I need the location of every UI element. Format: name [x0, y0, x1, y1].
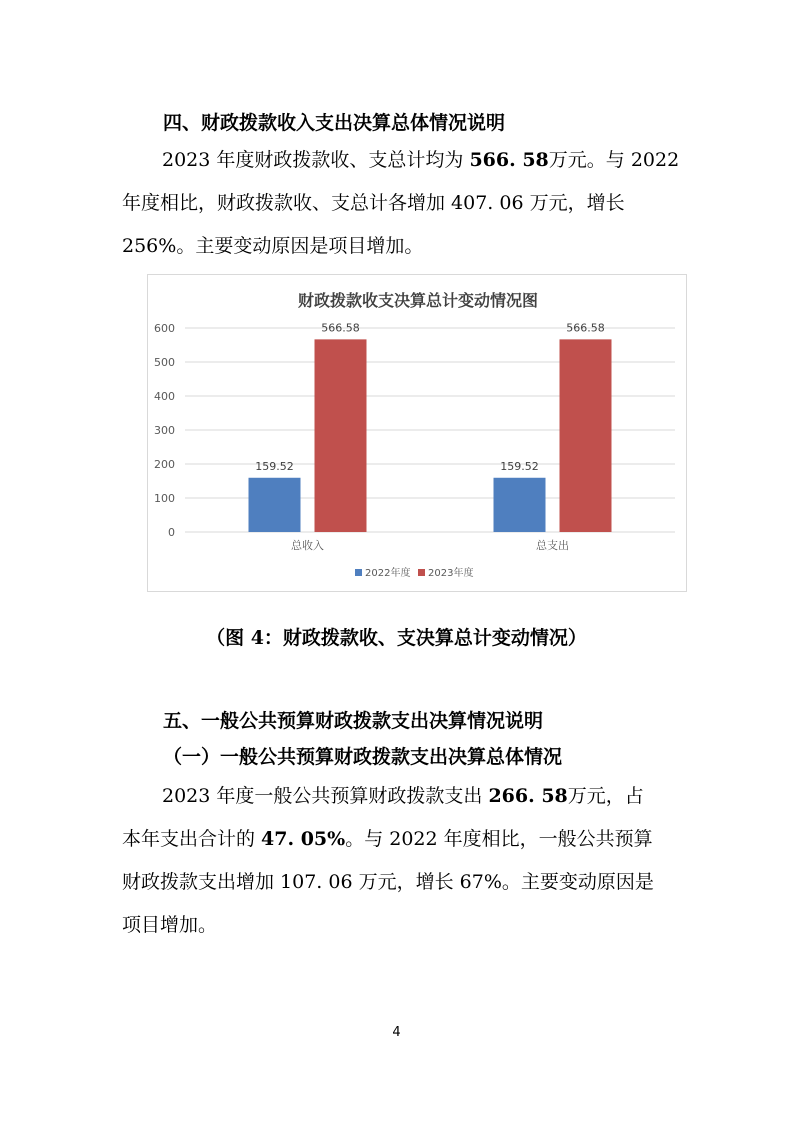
- bar-chart: [147, 274, 687, 592]
- y-tick-label: 400: [154, 390, 175, 403]
- paragraph-line: 2023 年度财政拨款收、支总计均为 566. 58万元。与 2022: [162, 149, 680, 171]
- paragraph-line: 2023 年度一般公共预算财政拨款支出 266. 58万元，占: [162, 785, 644, 807]
- paragraph-line: 256%。主要变动原因是项目增加。: [122, 235, 424, 257]
- section-4-heading: 四、财政拨款收入支出决算总体情况说明: [163, 112, 506, 134]
- y-tick-label: 600: [154, 322, 175, 335]
- x-category-label: 总支出: [536, 539, 569, 552]
- paragraph-line: 财政拨款支出增加 107. 06 万元，增长 67%。主要变动原因是: [122, 871, 654, 893]
- legend-swatch: [418, 569, 425, 576]
- paragraph-line: 项目增加。: [122, 914, 218, 936]
- x-category-label: 总收入: [291, 539, 324, 552]
- y-tick-label: 0: [168, 526, 175, 539]
- data-label: 566.58: [321, 321, 360, 335]
- highlight-amount: 266. 58: [488, 785, 568, 807]
- bar-2023: [560, 339, 612, 532]
- chart-svg: [148, 275, 688, 593]
- bar-2022: [494, 478, 546, 532]
- bar-2023: [315, 339, 367, 532]
- section-5-heading: 五、一般公共预算财政拨款支出决算情况说明: [163, 710, 544, 732]
- y-tick-label: 300: [154, 424, 175, 437]
- paragraph-line: 年度相比，财政拨款收、支总计各增加 407. 06 万元，增长: [122, 192, 625, 214]
- data-label: 566.58: [566, 321, 605, 335]
- y-tick-label: 200: [154, 458, 175, 471]
- paragraph-line: 本年支出合计的 47. 05%。与 2022 年度相比，一般公共预算: [122, 828, 653, 850]
- y-tick-label: 500: [154, 356, 175, 369]
- y-tick-label: 100: [154, 492, 175, 505]
- bar-2022: [249, 478, 301, 532]
- legend-swatch: [355, 569, 362, 576]
- figure-caption: （图 4：财政拨款收、支决算总计变动情况）: [206, 627, 587, 649]
- legend-label: 2023年度: [428, 568, 474, 579]
- highlight-amount: 566. 58: [469, 149, 549, 171]
- section-4-paragraph: [122, 139, 682, 268]
- chart-title: 财政拨款收支决算总计变动情况图: [297, 291, 539, 310]
- data-label: 159.52: [255, 459, 294, 473]
- highlight-percent: 47. 05%: [261, 828, 346, 850]
- page-number: 4: [392, 1025, 401, 1040]
- section-5-paragraph: [122, 775, 682, 947]
- data-label: 159.52: [500, 459, 539, 473]
- section-5-subheading: （一）一般公共预算财政拨款支出决算总体情况: [163, 746, 563, 768]
- legend-label: 2022年度: [365, 568, 411, 579]
